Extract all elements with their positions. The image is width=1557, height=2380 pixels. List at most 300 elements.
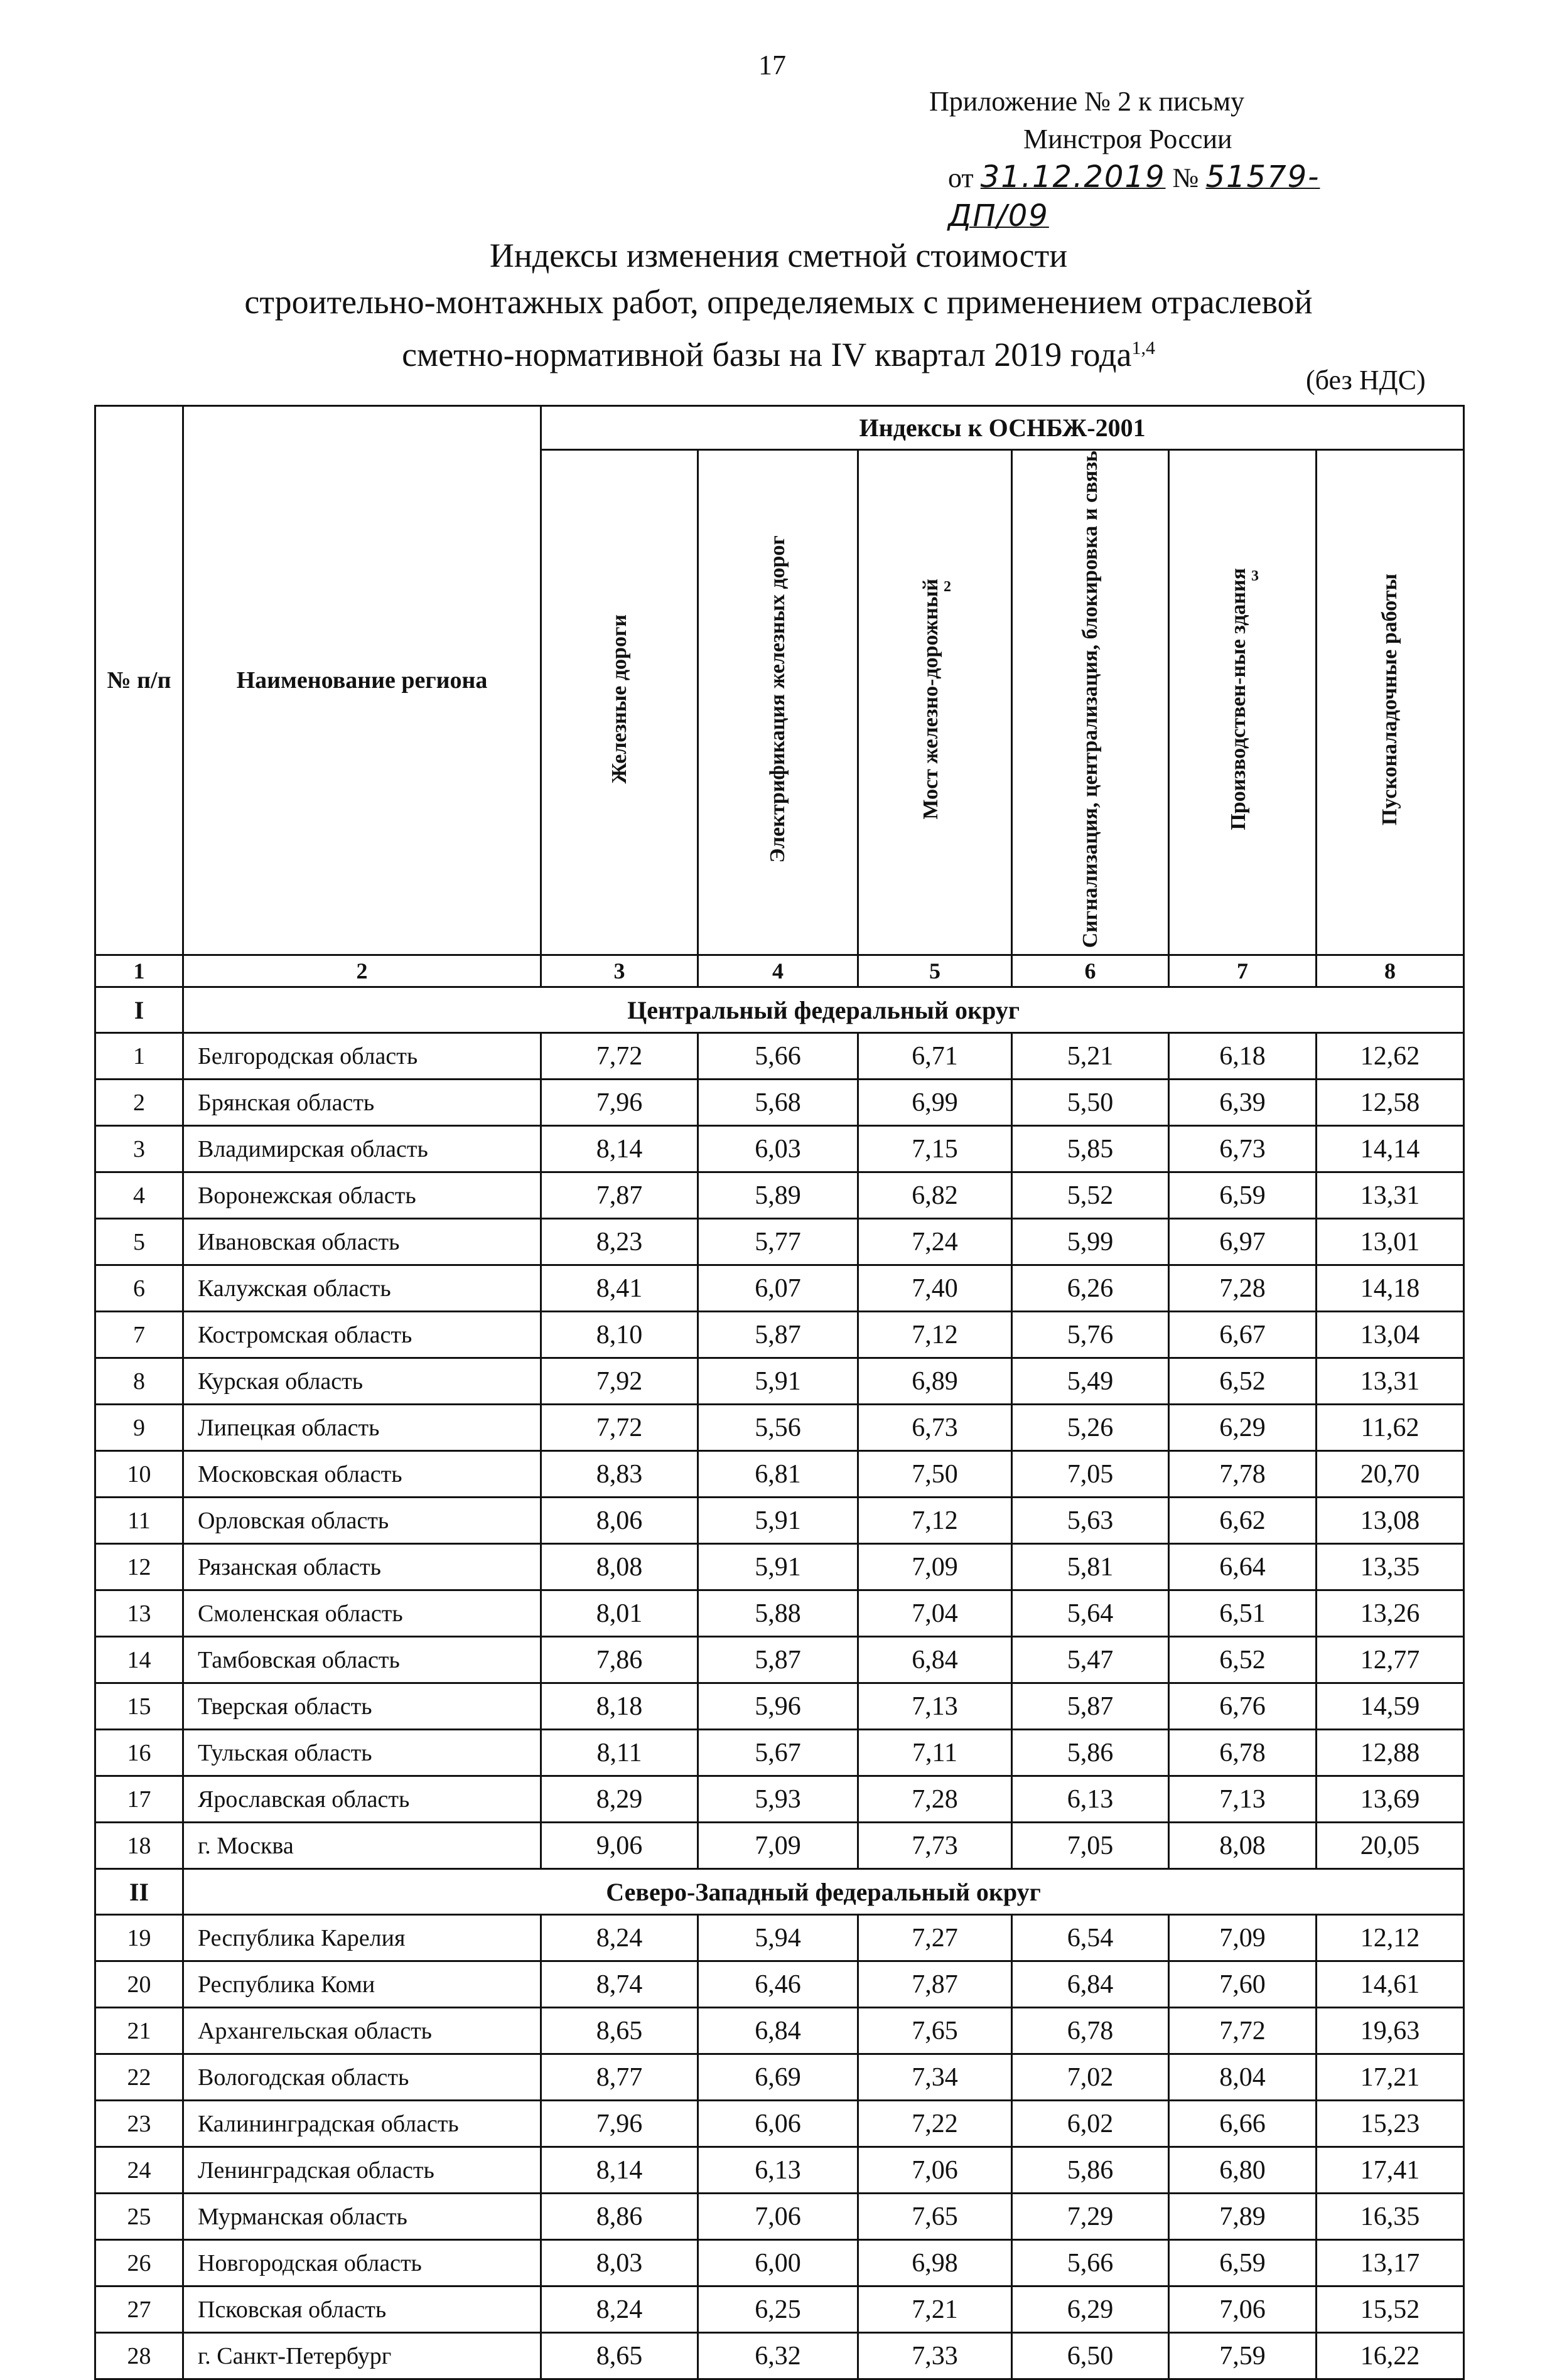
index-value: 7,04: [858, 1590, 1012, 1637]
table-row: [95, 1961, 1464, 2008]
header-group: Индексы к ОСНБЖ-2001: [541, 406, 1464, 450]
index-value: 13,69: [1317, 1776, 1464, 1823]
index-value: 7,11: [858, 1730, 1012, 1776]
table-row: [95, 1637, 1464, 1683]
index-value: 6,97: [1169, 1219, 1317, 1265]
index-value: 5,56: [698, 1405, 858, 1451]
index-value: 5,87: [698, 1312, 858, 1358]
index-value: 14,14: [1317, 1126, 1464, 1172]
row-number: 24: [95, 2147, 183, 2194]
region-name: Владимирская область: [183, 1126, 541, 1172]
index-value: 6,66: [1169, 2101, 1317, 2147]
index-value: 6,64: [1169, 1544, 1317, 1590]
index-value: 12,88: [1317, 1730, 1464, 1776]
region-name: Воронежская область: [183, 1172, 541, 1219]
index-value: 7,06: [858, 2147, 1012, 2194]
region-name: Белгородская область: [183, 1033, 541, 1080]
index-value: 5,49: [1012, 1358, 1169, 1405]
index-value: 6,81: [698, 1451, 858, 1498]
index-value: 6,52: [1169, 1358, 1317, 1405]
table-row: [95, 2286, 1464, 2333]
index-value: 8,65: [541, 2333, 698, 2379]
index-value: 8,11: [541, 1730, 698, 1776]
index-value: 7,34: [858, 2054, 1012, 2101]
region-name: Тульская область: [183, 1730, 541, 1776]
index-value: 6,59: [1169, 1172, 1317, 1219]
index-value: 7,12: [858, 1312, 1012, 1358]
region-name: Курская область: [183, 1358, 541, 1405]
region-name: Калининградская область: [183, 2101, 541, 2147]
row-number: 9: [95, 1405, 183, 1451]
region-name: Республика Карелия: [183, 1915, 541, 1961]
region-name: Мурманская область: [183, 2194, 541, 2240]
index-value: 7,73: [858, 1823, 1012, 1869]
table-row: [95, 1219, 1464, 1265]
table-row: [95, 1451, 1464, 1498]
table-row: [95, 1033, 1464, 1080]
row-number: 12: [95, 1544, 183, 1590]
index-value: 7,72: [541, 1033, 698, 1080]
table-row: [95, 1405, 1464, 1451]
region-name: Архангельская область: [183, 2008, 541, 2054]
index-value: 12,77: [1317, 1637, 1464, 1683]
index-value: 7,05: [1012, 1823, 1169, 1869]
index-value: 5,96: [698, 1683, 858, 1730]
index-value: 20,70: [1317, 1451, 1464, 1498]
header-col-4: [698, 450, 858, 955]
index-value: 7,92: [541, 1358, 698, 1405]
index-value: 6,07: [698, 1265, 858, 1312]
region-name: Брянская область: [183, 1080, 541, 1126]
document-title: [88, 232, 1469, 378]
region-name: Новгородская область: [183, 2240, 541, 2286]
index-value: 8,14: [541, 2147, 698, 2194]
handwritten-number: 51579-ДП/09: [948, 159, 1320, 233]
index-value: 6,76: [1169, 1683, 1317, 1730]
table-row: [95, 1590, 1464, 1637]
index-value: 20,05: [1317, 1823, 1464, 1869]
region-name: Псковская область: [183, 2286, 541, 2333]
index-value: 13,31: [1317, 1358, 1464, 1405]
table-row: [95, 2194, 1464, 2240]
index-value: 7,13: [858, 1683, 1012, 1730]
index-value: 13,04: [1317, 1312, 1464, 1358]
index-value: 6,29: [1012, 2286, 1169, 2333]
index-value: 6,98: [858, 2240, 1012, 2286]
index-value: 6,50: [1012, 2333, 1169, 2379]
index-value: 8,41: [541, 1265, 698, 1312]
index-value: 6,46: [698, 1961, 858, 2008]
row-number: 28: [95, 2333, 183, 2379]
row-number: 3: [95, 1126, 183, 1172]
column-number: 3: [541, 955, 698, 987]
table-row: [95, 2240, 1464, 2286]
index-value: 8,83: [541, 1451, 698, 1498]
unit-note: (без НДС): [1306, 365, 1426, 395]
header-col-label: Сигнализация, централизация, блокировка и связь: [1078, 451, 1102, 948]
index-value: 17,41: [1317, 2147, 1464, 2194]
index-value: 7,87: [541, 1172, 698, 1219]
index-value: 13,08: [1317, 1498, 1464, 1544]
region-name: Смоленская область: [183, 1590, 541, 1637]
district-name: Центральный федеральный округ: [183, 987, 1464, 1033]
index-value: 7,78: [1169, 1451, 1317, 1498]
index-value: 19,63: [1317, 2008, 1464, 2054]
region-name: Республика Коми: [183, 1961, 541, 2008]
table-row: [95, 1172, 1464, 1219]
index-value: 5,77: [698, 1219, 858, 1265]
index-value: 6,32: [698, 2333, 858, 2379]
index-value: 7,60: [1169, 1961, 1317, 2008]
index-value: 6,06: [698, 2101, 858, 2147]
table-row: [95, 2333, 1464, 2379]
index-value: 13,26: [1317, 1590, 1464, 1637]
row-number: 15: [95, 1683, 183, 1730]
region-name: Липецкая область: [183, 1405, 541, 1451]
index-value: 6,52: [1169, 1637, 1317, 1683]
district-name: Северо-Западный федеральный округ: [183, 1869, 1464, 1915]
index-value: 6,03: [698, 1126, 858, 1172]
header-col-3: [541, 450, 698, 955]
region-name: г. Санкт-Петербург: [183, 2333, 541, 2379]
header-col-label: Пусконаладочные работы: [1378, 573, 1402, 825]
row-number: 25: [95, 2194, 183, 2240]
table-row: [95, 1126, 1464, 1172]
index-value: 5,86: [1012, 1730, 1169, 1776]
index-value: 7,09: [1169, 1915, 1317, 1961]
index-value: 6,69: [698, 2054, 858, 2101]
header-col-8: [1317, 450, 1464, 955]
index-value: 12,62: [1317, 1033, 1464, 1080]
row-number: 21: [95, 2008, 183, 2054]
region-name: Тамбовская область: [183, 1637, 541, 1683]
index-value: 7,89: [1169, 2194, 1317, 2240]
index-value: 5,68: [698, 1080, 858, 1126]
index-value: 5,76: [1012, 1312, 1169, 1358]
district-row: [95, 1869, 1464, 1915]
index-value: 12,58: [1317, 1080, 1464, 1126]
index-value: 5,26: [1012, 1405, 1169, 1451]
index-value: 5,89: [698, 1172, 858, 1219]
row-number: 10: [95, 1451, 183, 1498]
row-number: 23: [95, 2101, 183, 2147]
index-value: 9,06: [541, 1823, 698, 1869]
index-value: 6,71: [858, 1033, 1012, 1080]
index-value: 7,28: [858, 1776, 1012, 1823]
title-line-2: строительно-монтажных работ, определяемых с применением отраслевой: [244, 283, 1313, 321]
index-value: 6,00: [698, 2240, 858, 2286]
index-value: 14,59: [1317, 1683, 1464, 1730]
row-number: 1: [95, 1033, 183, 1080]
page-number: 17: [758, 50, 786, 80]
index-value: 6,26: [1012, 1265, 1169, 1312]
row-number: 7: [95, 1312, 183, 1358]
index-value: 7,05: [1012, 1451, 1169, 1498]
index-value: 6,89: [858, 1358, 1012, 1405]
region-name: Вологодская область: [183, 2054, 541, 2101]
region-name: Калужская область: [183, 1265, 541, 1312]
region-name: Московская область: [183, 1451, 541, 1498]
index-value: 5,87: [1012, 1683, 1169, 1730]
column-number: 2: [183, 955, 541, 987]
index-value: 8,23: [541, 1219, 698, 1265]
index-value: 13,31: [1317, 1172, 1464, 1219]
index-value: 16,22: [1317, 2333, 1464, 2379]
column-number: 7: [1169, 955, 1317, 987]
table-row: [95, 2054, 1464, 2101]
index-value: 14,61: [1317, 1961, 1464, 2008]
index-value: 5,93: [698, 1776, 858, 1823]
index-value: 7,72: [1169, 2008, 1317, 2054]
index-value: 12,12: [1317, 1915, 1464, 1961]
table-row: [95, 1776, 1464, 1823]
index-value: 13,17: [1317, 2240, 1464, 2286]
index-value: 7,15: [858, 1126, 1012, 1172]
table-row: [95, 1498, 1464, 1544]
index-value: 6,13: [698, 2147, 858, 2194]
index-value: 6,73: [1169, 1126, 1317, 1172]
index-value: 5,64: [1012, 1590, 1169, 1637]
appendix-from-prefix: от: [948, 163, 974, 193]
index-value: 15,23: [1317, 2101, 1464, 2147]
index-value: 7,21: [858, 2286, 1012, 2333]
row-number: 19: [95, 1915, 183, 1961]
index-value: 5,21: [1012, 1033, 1169, 1080]
index-value: 6,18: [1169, 1033, 1317, 1080]
index-value: 6,59: [1169, 2240, 1317, 2286]
table-body: [95, 987, 1464, 2379]
index-value: 8,08: [1169, 1823, 1317, 1869]
index-value: 8,74: [541, 1961, 698, 2008]
column-number: 5: [858, 955, 1012, 987]
index-value: 17,21: [1317, 2054, 1464, 2101]
index-value: 7,27: [858, 1915, 1012, 1961]
header-col-footnote: 2: [944, 579, 951, 596]
index-value: 7,33: [858, 2333, 1012, 2379]
table-row: [95, 1730, 1464, 1776]
index-value: 8,86: [541, 2194, 698, 2240]
index-value: 6,78: [1169, 1730, 1317, 1776]
district-roman: I: [95, 987, 183, 1033]
index-value: 8,29: [541, 1776, 698, 1823]
index-value: 15,52: [1317, 2286, 1464, 2333]
header-col-7: [1169, 450, 1317, 955]
header-col-label: Мост железно-дорожный: [919, 579, 942, 820]
index-value: 5,66: [1012, 2240, 1169, 2286]
index-value: 5,81: [1012, 1544, 1169, 1590]
index-value: 7,12: [858, 1498, 1012, 1544]
index-value: 7,02: [1012, 2054, 1169, 2101]
index-value: 5,63: [1012, 1498, 1169, 1544]
index-value: 6,84: [698, 2008, 858, 2054]
row-number: 13: [95, 1590, 183, 1637]
index-table: [94, 405, 1465, 2380]
index-value: 7,96: [541, 2101, 698, 2147]
index-value: 6,82: [858, 1172, 1012, 1219]
index-value: 6,80: [1169, 2147, 1317, 2194]
table-row: [95, 1823, 1464, 1869]
row-number: 14: [95, 1637, 183, 1683]
row-number: 16: [95, 1730, 183, 1776]
header-no: № п/п: [95, 406, 183, 955]
district-roman: II: [95, 1869, 183, 1915]
appendix-line-1: Приложение № 2 к письму: [929, 86, 1245, 117]
index-value: 8,06: [541, 1498, 698, 1544]
index-value: 6,84: [858, 1637, 1012, 1683]
index-value: 6,99: [858, 1080, 1012, 1126]
table-row: [95, 1080, 1464, 1126]
row-number: 5: [95, 1219, 183, 1265]
index-value: 6,39: [1169, 1080, 1317, 1126]
index-value: 7,22: [858, 2101, 1012, 2147]
index-value: 7,86: [541, 1637, 698, 1683]
index-value: 7,09: [698, 1823, 858, 1869]
index-value: 6,29: [1169, 1405, 1317, 1451]
index-value: 6,62: [1169, 1498, 1317, 1544]
index-value: 5,91: [698, 1498, 858, 1544]
index-value: 5,47: [1012, 1637, 1169, 1683]
table-row: [95, 1544, 1464, 1590]
row-number: 22: [95, 2054, 183, 2101]
index-value: 6,25: [698, 2286, 858, 2333]
region-name: Ивановская область: [183, 1219, 541, 1265]
index-value: 6,51: [1169, 1590, 1317, 1637]
index-value: 8,03: [541, 2240, 698, 2286]
header-col-label: Электрификация железных дорог: [766, 535, 789, 863]
table-row: [95, 1312, 1464, 1358]
row-number: 4: [95, 1172, 183, 1219]
index-value: 8,14: [541, 1126, 698, 1172]
index-value: 8,08: [541, 1544, 698, 1590]
index-value: 7,87: [858, 1961, 1012, 2008]
index-value: 5,99: [1012, 1219, 1169, 1265]
header-region: Наименование региона: [183, 406, 541, 955]
row-number: 27: [95, 2286, 183, 2333]
index-value: 6,54: [1012, 1915, 1169, 1961]
index-value: 13,01: [1317, 1219, 1464, 1265]
title-line-1: Индексы изменения сметной стоимости: [489, 237, 1068, 274]
index-value: 7,13: [1169, 1776, 1317, 1823]
index-value: 5,91: [698, 1544, 858, 1590]
column-number: 4: [698, 955, 858, 987]
row-number: 18: [95, 1823, 183, 1869]
header-col-label: Производствен-ные здания: [1227, 568, 1250, 831]
index-value: 6,67: [1169, 1312, 1317, 1358]
table-row: [95, 1683, 1464, 1730]
handwritten-date: 31.12.2019: [980, 159, 1166, 195]
region-name: г. Москва: [183, 1823, 541, 1869]
column-number: 1: [95, 955, 183, 987]
region-name: Орловская область: [183, 1498, 541, 1544]
index-value: 7,06: [1169, 2286, 1317, 2333]
index-value: 5,94: [698, 1915, 858, 1961]
index-value: 7,50: [858, 1451, 1012, 1498]
column-number: 8: [1317, 955, 1464, 987]
index-value: 8,24: [541, 2286, 698, 2333]
index-value: 8,04: [1169, 2054, 1317, 2101]
column-number: 6: [1012, 955, 1169, 987]
index-value: 6,84: [1012, 1961, 1169, 2008]
table-header: [95, 406, 1464, 987]
index-value: 7,59: [1169, 2333, 1317, 2379]
region-name: Ленинградская область: [183, 2147, 541, 2194]
district-row: [95, 987, 1464, 1033]
index-value: 7,28: [1169, 1265, 1317, 1312]
appendix-line-3: [929, 158, 1369, 236]
index-value: 7,29: [1012, 2194, 1169, 2240]
appendix-number-prefix: №: [1172, 163, 1199, 193]
index-value: 13,35: [1317, 1544, 1464, 1590]
index-value: 6,02: [1012, 2101, 1169, 2147]
title-footnote-refs: 1,4: [1131, 338, 1155, 358]
title-line-3-text: сметно-нормативной базы на IV квартал 2019 года: [402, 336, 1132, 373]
index-value: 8,10: [541, 1312, 698, 1358]
header-col-footnote: 3: [1251, 568, 1259, 585]
index-value: 8,77: [541, 2054, 698, 2101]
index-value: 6,73: [858, 1405, 1012, 1451]
index-value: 5,67: [698, 1730, 858, 1776]
index-value: 5,50: [1012, 1080, 1169, 1126]
region-name: Ярославская область: [183, 1776, 541, 1823]
row-number: 20: [95, 1961, 183, 2008]
index-value: 5,66: [698, 1033, 858, 1080]
region-name: Тверская область: [183, 1683, 541, 1730]
index-value: 5,87: [698, 1637, 858, 1683]
index-value: 11,62: [1317, 1405, 1464, 1451]
index-value: 8,24: [541, 1915, 698, 1961]
table-row: [95, 2147, 1464, 2194]
row-number: 8: [95, 1358, 183, 1405]
table-row: [95, 1265, 1464, 1312]
index-value: 7,06: [698, 2194, 858, 2240]
index-value: 7,96: [541, 1080, 698, 1126]
index-value: 7,65: [858, 2194, 1012, 2240]
index-value: 6,13: [1012, 1776, 1169, 1823]
header-col-6: [1012, 450, 1169, 955]
row-number: 2: [95, 1080, 183, 1126]
region-name: Рязанская область: [183, 1544, 541, 1590]
header-col-label: Железные дороги: [607, 614, 631, 785]
row-number: 17: [95, 1776, 183, 1823]
index-value: 7,40: [858, 1265, 1012, 1312]
index-value: 5,88: [698, 1590, 858, 1637]
index-value: 7,09: [858, 1544, 1012, 1590]
index-value: 8,65: [541, 2008, 698, 2054]
title-line-3: [88, 325, 1469, 378]
header-col-5: [858, 450, 1012, 955]
index-value: 5,86: [1012, 2147, 1169, 2194]
index-value: 7,72: [541, 1405, 698, 1451]
index-value: 7,24: [858, 1219, 1012, 1265]
table-row: [95, 2101, 1464, 2147]
row-number: 6: [95, 1265, 183, 1312]
index-value: 5,85: [1012, 1126, 1169, 1172]
index-value: 6,78: [1012, 2008, 1169, 2054]
index-value: 8,18: [541, 1683, 698, 1730]
index-value: 7,65: [858, 2008, 1012, 2054]
index-value: 16,35: [1317, 2194, 1464, 2240]
region-name: Костромская область: [183, 1312, 541, 1358]
table-row: [95, 2008, 1464, 2054]
table-row: [95, 1358, 1464, 1405]
appendix-block: [929, 83, 1369, 236]
index-value: 8,01: [541, 1590, 698, 1637]
row-number: 11: [95, 1498, 183, 1544]
index-value: 5,52: [1012, 1172, 1169, 1219]
row-number: 26: [95, 2240, 183, 2286]
table-row: [95, 1915, 1464, 1961]
appendix-line-2: Минстроя России: [1023, 124, 1232, 154]
